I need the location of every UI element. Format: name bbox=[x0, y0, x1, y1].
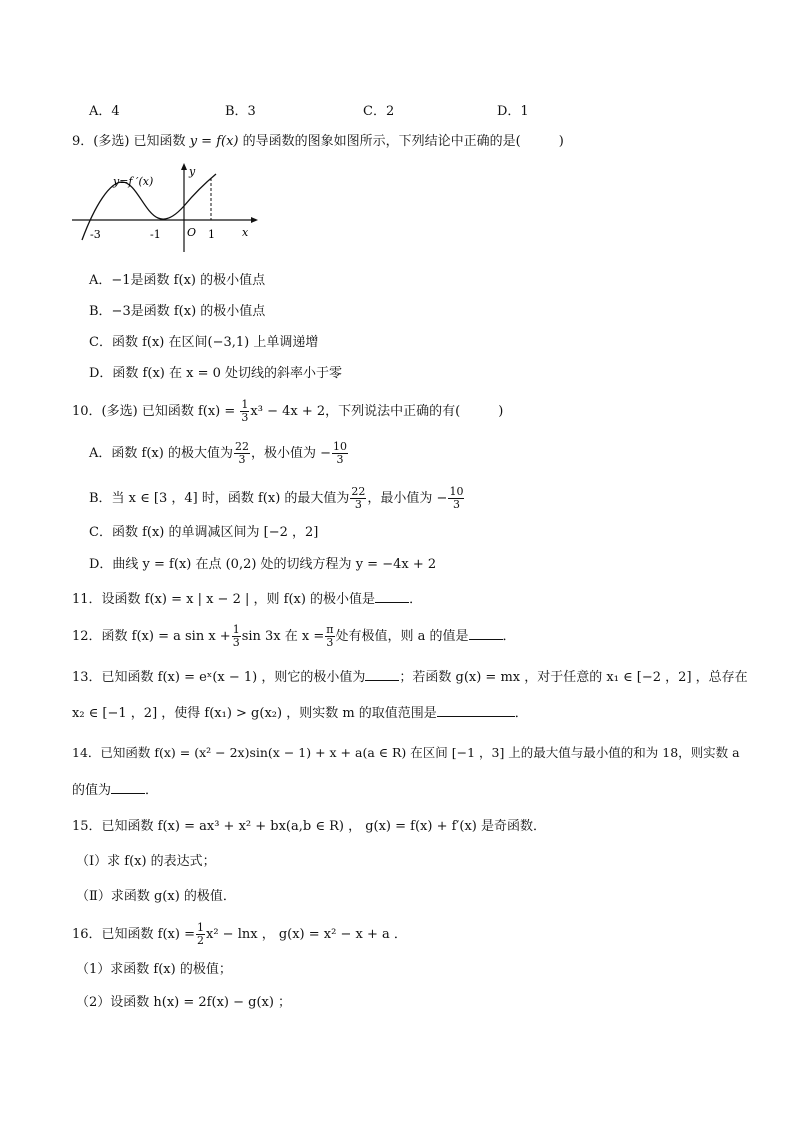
answer-blank bbox=[437, 704, 515, 717]
tick-label-1: 1 bbox=[208, 228, 215, 241]
tick-label-neg1: -1 bbox=[150, 228, 161, 241]
q16-part2: （2）设函数 h(x) = 2f(x) − g(x) ； bbox=[76, 995, 292, 1010]
y-axis-label: y bbox=[189, 165, 196, 178]
q14-line1: 14．已知函数 f(x) = (x² − 2x)sin(x − 1) + x + a(a ∈ R) 在区间 [−1 ，3] 上的最大值与最小值的和为 18，则实数 a bbox=[72, 745, 740, 760]
q11-stem: 11．设函数 f(x) = x | x − 2 | ，则 f(x) 的极小值是 ． bbox=[72, 592, 423, 607]
q9-option-b: B．−3是函数 f(x) 的极小值点 bbox=[89, 304, 266, 319]
answer-blank bbox=[469, 627, 503, 640]
q15-part2: （Ⅱ）求函数 g(x) 的极值． bbox=[76, 889, 236, 904]
answer-blank bbox=[365, 668, 399, 681]
q10-option-c: C．函数 f(x) 的单调减区间为 [−2 ，2] bbox=[89, 525, 319, 540]
y-axis-arrow bbox=[181, 163, 187, 170]
q10-option-d: D．曲线 y = f(x) 在点 (0,2) 处的切线方程为 y = −4x + 2 bbox=[89, 557, 437, 572]
q16-part1: （1）求函数 f(x) 的极值； bbox=[76, 962, 232, 977]
answer-blank bbox=[111, 781, 145, 794]
tick-label-neg3: -3 bbox=[90, 228, 101, 241]
x-axis-label: x bbox=[242, 226, 249, 239]
q13-line2: x₂ ∈ [−1 ，2] ，使得 f(x₁) > g(x₂) ，则实数 m 的取值范围是 ． bbox=[72, 706, 528, 721]
q13-line1: 13．已知函数 f(x) = eˣ(x − 1) ，则它的极小值为 ；若函数 g(x) = mx ，对于任意的 x₁ ∈ [−2 ，2] ，总存在 bbox=[72, 670, 748, 685]
q15-stem: 15．已知函数 f(x) = ax³ + x² + bx(a,b ∈ R) ， g(x) = f(x) + f′(x) 是奇函数． bbox=[72, 819, 546, 834]
q8-option-c: C．2 bbox=[363, 104, 395, 119]
q8-option-d: D．1 bbox=[497, 104, 529, 119]
q14-line2: 的值为 ． bbox=[72, 783, 159, 798]
q10-option-a: A．函数 f(x) 的极大值为 $\frac{22}{3}$ ，极小值为 − $\frac{10}{3}$ bbox=[89, 440, 347, 466]
q12-stem: 12．函数 f(x) = a sin x + $\frac{1}{3}$ sin 3x 在 x = $\frac{\pi}{3}$ 处有极值，则 a 的值是 ． bbox=[72, 623, 516, 649]
origin-label: O bbox=[187, 226, 197, 239]
q8-option-a: A．4 bbox=[89, 104, 120, 119]
curve-label: y=f ′(x) bbox=[113, 175, 154, 188]
q9-stem: 9．(多选) 已知函数 y = f(x) 的导函数的图象如图所示，下列结论中正确的是( ) bbox=[72, 134, 564, 149]
q16-stem: 16．已知函数 f(x) = $\frac{1}{2}$ x² − lnx ， g(x) = x² − x + a ． bbox=[72, 921, 407, 947]
q8-option-b: B．3 bbox=[225, 104, 256, 119]
q15-part1: （Ⅰ）求 f(x) 的表达式； bbox=[76, 854, 216, 869]
answer-blank bbox=[375, 590, 409, 603]
q9-option-a: A．−1是函数 f(x) 的极小值点 bbox=[89, 273, 266, 288]
x-axis-arrow bbox=[251, 217, 258, 223]
q10-stem: 10．(多选) 已知函数 f(x) = $\frac{1}{3}$ x³ − 4x + 2，下列说法中正确的有( ) bbox=[72, 398, 504, 424]
q9-derivative-graph bbox=[70, 160, 260, 255]
q10-option-b: B．当 x ∈ [3 ，4] 时，函数 f(x) 的最大值为 $\frac{22}{3}$ ，最小值为 − $\frac{10}{3}$ bbox=[89, 485, 464, 511]
q9-option-d: D．函数 f(x) 在 x = 0 处切线的斜率小于零 bbox=[89, 366, 342, 381]
q9-option-c: C．函数 f(x) 在区间(−3,1) 上单调递增 bbox=[89, 335, 319, 350]
